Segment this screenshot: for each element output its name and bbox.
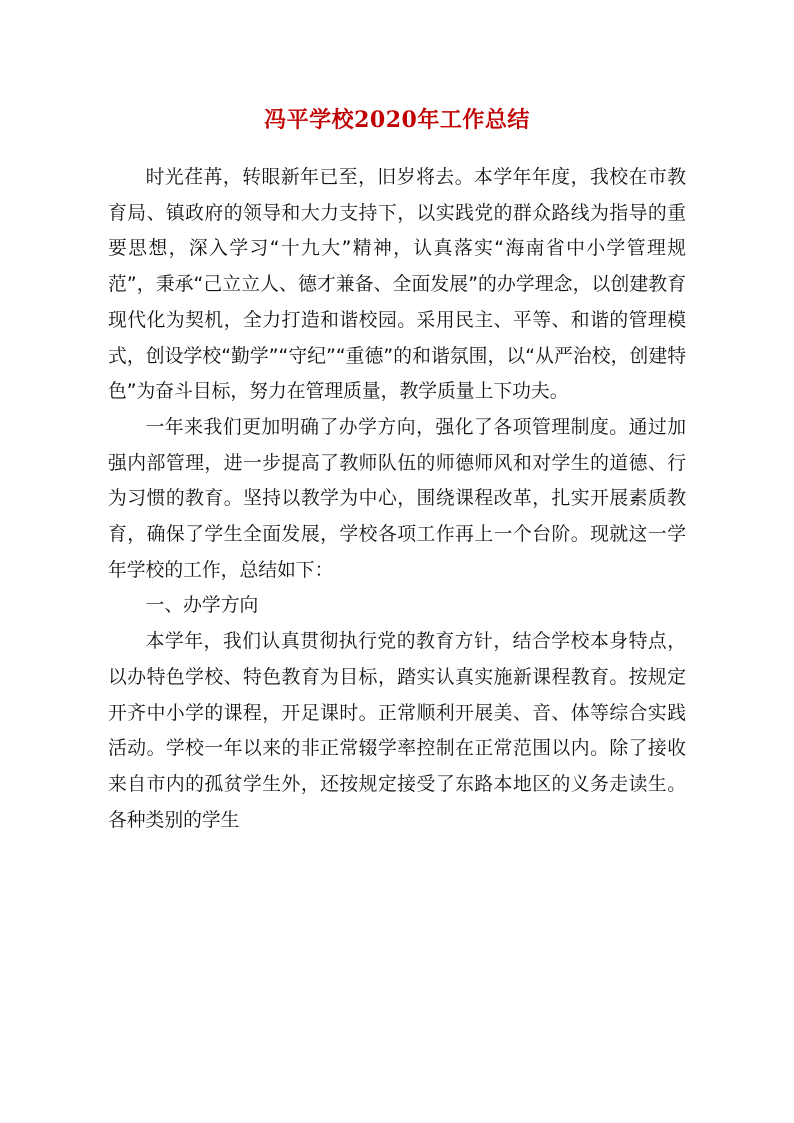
paragraph-direction: 本学年，我们认真贯彻执行党的教育方针，结合学校本身特点，以办特色学校、特色教育为目标，踏实认真实施新课程教育。按规定开齐中小学的课程，开足课时。正常顺利开展美、音、体等综合实践活动。学校一年以来的非正常辍学率控制在正常范围以内。除了接收来自市内的孤贫学生外，还按规定接受了东路本地区的义务走读生。各种类别的学生 [108,631,686,831]
paragraph-intro: 时光荏苒，转眼新年已至，旧岁将去。本学年年度，我校在市教育局、镇政府的领导和大力支持下，以实践党的群众路线为指导的重要思想，深入学习“十九大”精神，认真落实“海南省中小学管理规范”，秉承“己立立人、德才兼备、全面发展”的办学理念，以创建教育现代化为契机，全力打造和谐校园。采用民主、平等、和谐的管理模式，创设学校“勤学”“守纪”“重德”的和谐氛围，以“从严治校，创建特色”为奋斗目标，努力在管理质量，教学质量上下功夫。 [108,167,686,403]
paragraph-summary: 一年来我们更加明确了办学方向，强化了各项管理制度。通过加强内部管理，进一步提高了教师队伍的师德师风和对学生的道德、行为习惯的教育。坚持以教学为中心，围绕课程改革，扎实开展素质教育，确保了学生全面发展，学校各项工作再上一个台阶。现就这一学年学校的工作，总结如下： [108,416,686,581]
document-title: 冯平学校2020年工作总结 [264,107,530,133]
document-body [108,160,686,838]
section-heading-direction: 一、办学方向 [145,595,259,617]
